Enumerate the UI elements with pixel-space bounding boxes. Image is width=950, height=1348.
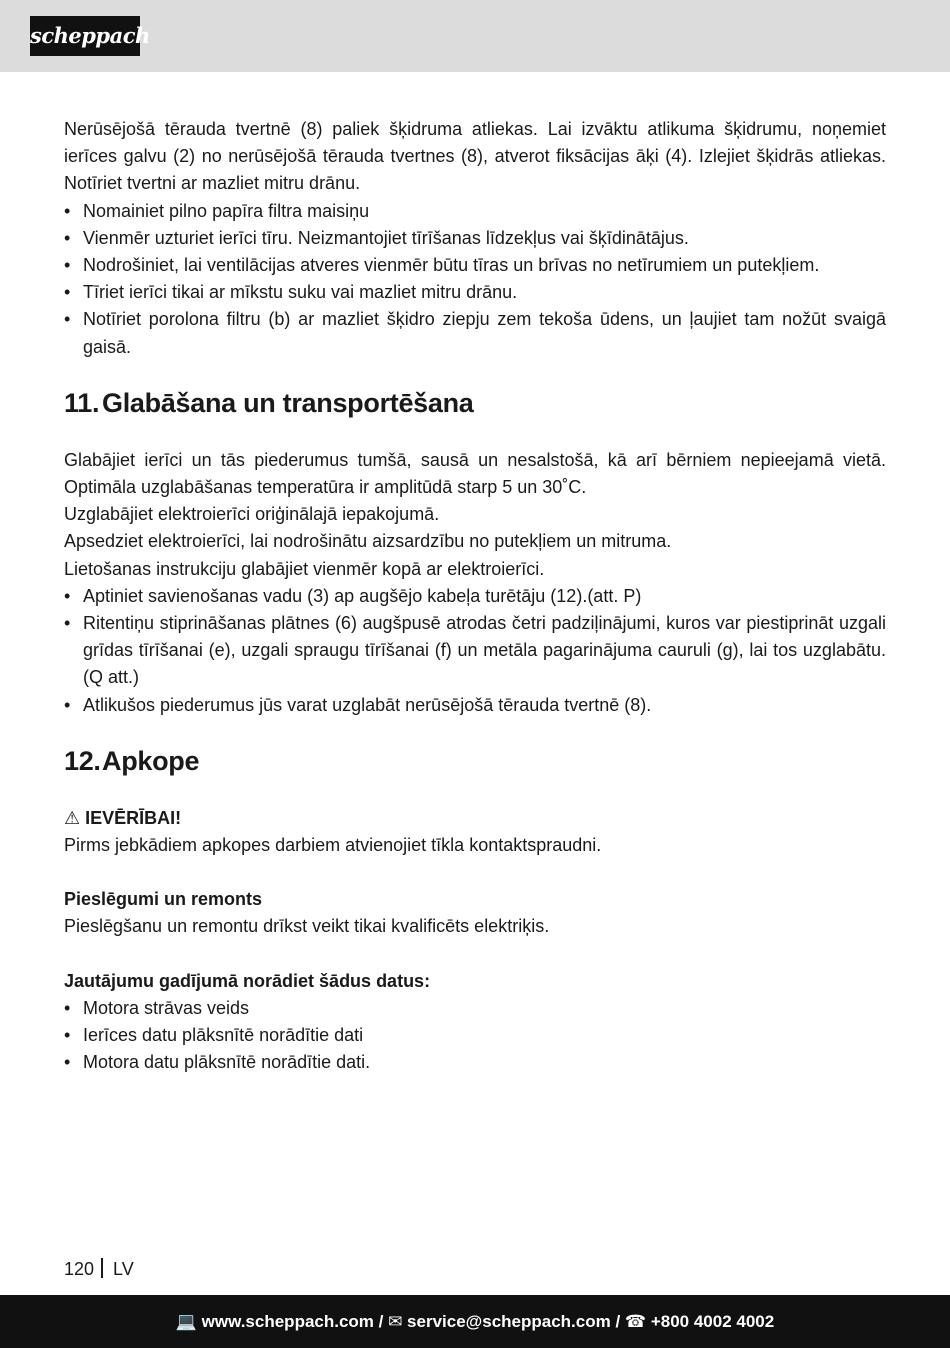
bullet-icon: • bbox=[64, 1052, 71, 1073]
section-12-heading bbox=[64, 741, 886, 781]
list-item: • Atlikušos piederumus jūs varat uzglabāt nerūsējošā tērauda tvertnē (8). bbox=[64, 692, 886, 719]
page-header bbox=[0, 0, 950, 72]
list-item: • Nodrošiniet, lai ventilācijas atveres vienmēr būtu tīras un brīvas no netīrumiem un putekļiem. bbox=[64, 252, 886, 279]
section-number: 12. bbox=[64, 745, 101, 776]
bullet-icon: • bbox=[64, 200, 71, 221]
storage-paragraph: Lietošanas instrukciju glabājiet vienmēr kopā ar elektroierīci. bbox=[64, 558, 545, 579]
list-item: • Ierīces datu plāksnītē norādītie dati bbox=[64, 1022, 886, 1049]
storage-bullet-list bbox=[64, 583, 886, 719]
language-code: LV bbox=[113, 1259, 134, 1279]
warning-title: ⚠ IEVĒRĪBAI! bbox=[64, 807, 182, 828]
connections-text: Pieslēgšanu un remontu drīkst veikt tikai kvalificēts elektriķis. bbox=[64, 916, 550, 937]
connections-title: Pieslēgumi un remonts bbox=[64, 889, 263, 910]
list-item: • Ritentiņu stiprināšanas plātnes (6) augšpusē atrodas četri padziļinājumi, kuros var piestiprināt uzgali grīdas tīrīšanai (e), uzgali spraugu tīrīšanai (f) un metāla pagarinājuma cauruli (g), lai tos uzglabātu. (Q att.) bbox=[64, 610, 886, 692]
bullet-icon: • bbox=[64, 255, 71, 276]
separator: / bbox=[610, 1312, 625, 1331]
page-content bbox=[64, 116, 886, 1076]
brand-logo: scheppach bbox=[30, 16, 140, 56]
storage-paragraph: Apsedziet elektroierīci, lai nodrošinātu aizsardzību no putekļiem un mitruma. bbox=[64, 531, 672, 552]
bullet-icon: • bbox=[64, 282, 71, 303]
section-title: Apkope bbox=[102, 745, 200, 776]
list-item: • Vienmēr uzturiet ierīci tīru. Neizmantojiet tīrīšanas līdzekļus vai šķīdinātājus. bbox=[64, 225, 886, 252]
list-item: • Nomainiet pilno papīra filtra maisiņu bbox=[64, 198, 886, 225]
list-item: • Tīriet ierīci tikai ar mīkstu suku vai mazliet mitru drānu. bbox=[64, 279, 886, 306]
intro-bullet-list bbox=[64, 198, 886, 361]
list-item: • Aptiniet savienošanas vadu (3) ap augšējo kabeļa turētāju (12).(att. P) bbox=[64, 583, 886, 610]
list-item: • Motora datu plāksnītē norādītie dati. bbox=[64, 1049, 886, 1076]
page-number: 120 bbox=[64, 1259, 95, 1279]
bullet-icon: • bbox=[64, 613, 71, 634]
questions-title: Jautājumu gadījumā norādiet šādus datus: bbox=[64, 970, 431, 991]
separator: / bbox=[373, 1312, 389, 1331]
bullet-icon: • bbox=[64, 585, 71, 606]
bullet-icon: • bbox=[64, 309, 71, 330]
questions-bullet-list bbox=[64, 995, 886, 1077]
contact-footer-bar bbox=[0, 1295, 950, 1348]
website-link[interactable]: 💻 www.scheppach.com bbox=[175, 1312, 374, 1331]
storage-paragraph: Uzglabājiet elektroierīci oriģinālajā iepakojumā. bbox=[64, 504, 440, 525]
section-title: Glabāšana un transportēšana bbox=[102, 387, 474, 418]
bullet-icon: • bbox=[64, 997, 71, 1018]
page-number-footer bbox=[64, 1256, 134, 1282]
bullet-icon: • bbox=[64, 694, 71, 715]
email-link[interactable]: ✉ service@scheppach.com bbox=[388, 1312, 611, 1331]
section-number: 11. bbox=[64, 387, 100, 418]
list-item: • Notīriet porolona filtru (b) ar mazliet šķidro ziepju zem tekoša ūdens, un ļaujiet tam nožūt svaigā gaisā. bbox=[64, 306, 886, 360]
warning-text: Pirms jebkādiem apkopes darbiem atvienojiet tīkla kontaktspraudni. bbox=[64, 835, 602, 856]
list-item: • Motora strāvas veids bbox=[64, 995, 886, 1022]
divider bbox=[101, 1258, 103, 1278]
phone-link[interactable]: ☎ +800 4002 4002 bbox=[624, 1312, 775, 1331]
section-11-heading bbox=[64, 383, 886, 423]
bullet-icon: • bbox=[64, 227, 71, 248]
intro-paragraph: Nerūsējošā tērauda tvertnē (8) paliek šķidruma atliekas. Lai izvāktu atlikuma šķidrumu, noņemiet ierīces galvu (2) no nerūsējošā tērauda tvertnes (8), atverot fiksācijas āķi (4). Izlejiet šķidrās atliekas. Notīriet tvertni ar mazliet mitru drānu. bbox=[64, 119, 886, 194]
bullet-icon: • bbox=[64, 1025, 71, 1046]
storage-paragraph: Glabājiet ierīci un tās piederumus tumšā, sausā un nesalstošā, kā arī bērniem nepieejamā vietā. Optimāla uzglabāšanas temperatūra ir amplitūdā starp 5 un 30˚C. bbox=[64, 449, 886, 498]
